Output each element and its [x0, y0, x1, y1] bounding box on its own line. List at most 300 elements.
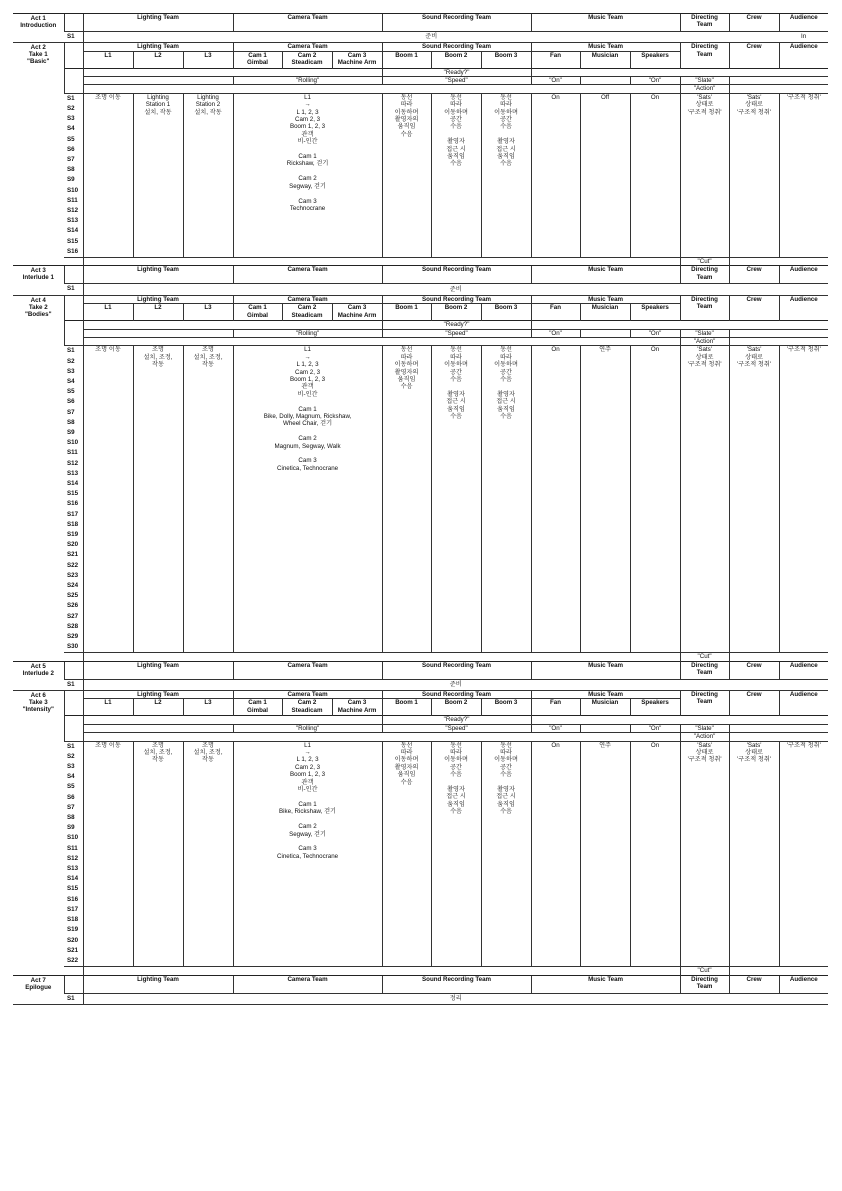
team-header-row	[13, 14, 828, 32]
blank	[531, 716, 828, 724]
directing-task: 'Sats' 상태로 '구조적 청취'	[680, 346, 729, 653]
scene-blank	[64, 691, 83, 699]
act-label: Act 3 Interlude 1	[13, 266, 64, 295]
scene-blank	[64, 266, 83, 284]
team-header-row	[13, 295, 828, 303]
scene-label: S11	[67, 196, 78, 204]
blank	[83, 85, 680, 93]
scene-label: S11	[67, 844, 78, 852]
scene-label: S1	[64, 679, 83, 690]
camera-team-header: Camera Team	[233, 691, 382, 699]
subheader-cam2: Cam 2 Steadicam	[282, 51, 332, 68]
lighting-team-header: Lighting Team	[83, 266, 233, 284]
directing-task: 'Sats' 상태로 '구조적 청취'	[680, 93, 729, 257]
rolling-cue: "Rolling"	[233, 329, 382, 337]
subheader-l1: L1	[83, 699, 133, 716]
scene-label: S6	[67, 398, 75, 406]
fan-state: On	[531, 346, 580, 653]
blank	[83, 337, 680, 345]
blank	[83, 77, 233, 85]
team-header-row	[13, 43, 828, 51]
scene-label: S17	[67, 905, 79, 913]
subheader-boom2: Boom 2	[431, 51, 481, 68]
blank	[729, 258, 828, 266]
scene-label: S6	[67, 145, 75, 153]
scene-label: S15	[67, 237, 79, 245]
scene-label: S14	[67, 227, 79, 235]
scene-blank	[64, 716, 83, 724]
speed-cue: "Speed"	[382, 329, 531, 337]
team-header-row	[13, 691, 828, 699]
cue-table	[13, 13, 828, 1005]
scene-label: S3	[67, 763, 75, 771]
act-blank	[13, 258, 64, 266]
scene-label: S1	[64, 284, 83, 295]
prep-cell: 정리	[83, 993, 828, 1004]
scene-blank	[64, 43, 83, 51]
audience-header: Audience	[779, 295, 828, 320]
prep-row	[13, 679, 828, 690]
blank	[729, 967, 828, 975]
cue-cut-row	[13, 967, 828, 975]
team-header-row	[13, 975, 828, 993]
act-label: Act 1 Introduction	[13, 14, 64, 43]
crew-task: 'Sats' 상태로 '구조적 청취'	[729, 93, 779, 257]
subheader-cam3: Cam 3 Machine Arm	[332, 699, 382, 716]
subheader-l2: L2	[133, 699, 183, 716]
blank	[729, 733, 828, 741]
subheader-boom1: Boom 1	[382, 51, 431, 68]
scene-label: S28	[67, 622, 79, 630]
scene-blank	[64, 14, 83, 32]
slate-cue: "Slate"	[680, 77, 729, 85]
l1-task: 조명 이동	[83, 346, 133, 653]
subheader-cam1: Cam 1 Gimbal	[233, 699, 282, 716]
scene-label: S13	[67, 865, 79, 873]
blank	[531, 68, 828, 76]
scene-label: S2	[67, 105, 75, 113]
lighting-team-header: Lighting Team	[83, 295, 233, 303]
cut-cue: "Cut"	[680, 967, 729, 975]
fan-on-cue: "On"	[531, 77, 580, 85]
prep-cell: 준비	[83, 679, 828, 690]
music-team-header: Music Team	[531, 975, 680, 993]
blank	[83, 733, 680, 741]
boom3-task: 동선 따라 이동하며 공간 수음 촬영자 접근 시 움직임 수음	[481, 741, 531, 966]
scene-blank	[64, 85, 83, 93]
boom2-task: 동선 따라 이동하며 공간 수음 촬영자 접근 시 움직임 수음	[431, 93, 481, 257]
action-cue: "Action"	[680, 733, 729, 741]
l1-task: 조명 이동	[83, 93, 133, 257]
scene-label: S9	[67, 824, 75, 832]
rolling-cue: "Rolling"	[233, 724, 382, 732]
scene-label: S8	[67, 418, 75, 426]
subheader-fan: Fan	[531, 51, 580, 68]
scene-label: S19	[67, 926, 79, 934]
camera-team-header: Camera Team	[233, 295, 382, 303]
scene-label: S9	[67, 428, 75, 436]
directing-team-header: Directing Team	[680, 295, 729, 320]
scene-label: S12	[67, 459, 79, 467]
subheader-l1: L1	[83, 51, 133, 68]
scene-blank	[64, 661, 83, 679]
scene-label: S21	[67, 551, 79, 559]
audience-header: Audience	[779, 975, 828, 993]
l3-task: 조명 설치, 조정, 작동	[183, 741, 233, 966]
sound-team-header: Sound Recording Team	[382, 266, 531, 284]
cue-ready-row	[13, 68, 828, 76]
speakers-state: On	[630, 346, 680, 653]
cue-ready-row	[13, 321, 828, 329]
act-label: Act 7 Epilogue	[13, 975, 64, 1004]
speakers-state: On	[630, 741, 680, 966]
blank	[729, 329, 828, 337]
cue-rolling-row	[13, 329, 828, 337]
crew-header: Crew	[729, 975, 779, 993]
boom1-task: 동선 따라 이동하며 촬영자의 움직임 수음	[382, 93, 431, 257]
scene-label: S5	[67, 783, 75, 791]
prep-cell: 준비	[83, 32, 779, 43]
scene-label: S12	[67, 207, 79, 215]
subheader-musician: Musician	[580, 304, 630, 321]
scene-label: S9	[67, 176, 75, 184]
camera-task: L1 → L 1, 2, 3 Cam 2, 3 Boom 1, 2, 3 관객 비-인간 Cam 1 Rickshaw, 걷기 Cam 2 Segway, 걷기 Cam 3 Technocrane	[233, 93, 382, 257]
act-label: Act 5 Interlude 2	[13, 661, 64, 690]
scene-label: S16	[67, 247, 79, 255]
sound-team-header: Sound Recording Team	[382, 43, 531, 51]
directing-team-header: Directing Team	[680, 43, 729, 68]
team-header-row	[13, 661, 828, 679]
audience-header: Audience	[779, 43, 828, 68]
crew-header: Crew	[729, 266, 779, 284]
scene-label: S23	[67, 571, 79, 579]
blank	[83, 321, 382, 329]
l2-task: 조명 설치, 조정, 작동	[133, 346, 183, 653]
boom2-task: 동선 따라 이동하며 공간 수음 촬영자 접근 시 움직임 수음	[431, 346, 481, 653]
audience-header: Audience	[779, 266, 828, 284]
subheader-fan: Fan	[531, 699, 580, 716]
speakers-on-cue: "On"	[630, 77, 680, 85]
scene-label: S7	[67, 408, 75, 416]
scene-blank	[64, 699, 83, 716]
scene-row	[13, 741, 828, 752]
sound-team-header: Sound Recording Team	[382, 691, 531, 699]
speakers-state: On	[630, 93, 680, 257]
scene-blank	[64, 975, 83, 993]
audience-task: '구조적 청취'	[779, 346, 828, 653]
scene-label: S14	[67, 479, 79, 487]
speed-cue: "Speed"	[382, 724, 531, 732]
scene-blank	[64, 77, 83, 85]
prep-row	[13, 993, 828, 1004]
scene-label: S29	[67, 633, 79, 640]
crew-header: Crew	[729, 661, 779, 679]
subheader-boom3: Boom 3	[481, 51, 531, 68]
scene-label: S7	[67, 803, 75, 811]
blank	[729, 724, 828, 732]
scene-label: S20	[67, 936, 79, 944]
ready-cue: "Ready?"	[382, 716, 531, 724]
scene-label: S4	[67, 773, 75, 781]
scene-label: S20	[67, 541, 79, 549]
scene-label: S10	[67, 186, 79, 194]
scene-blank	[64, 321, 83, 329]
act-label: Act 6 Take 3 "Intensity"	[13, 691, 64, 967]
scene-label: S16	[67, 895, 79, 903]
scene-row	[13, 93, 828, 104]
scene-blank	[64, 724, 83, 732]
prep-cell: 준비	[83, 284, 828, 295]
scene-label: S5	[67, 135, 75, 143]
subheader-cam1: Cam 1 Gimbal	[233, 51, 282, 68]
music-team-header: Music Team	[531, 43, 680, 51]
lighting-team-header: Lighting Team	[83, 691, 233, 699]
camera-team-header: Camera Team	[233, 14, 382, 32]
camera-task: L1 → L 1, 2, 3 Cam 2, 3 Boom 1, 2, 3 관객 비-인간 Cam 1 Bike, Rickshaw, 걷기 Cam 2 Segway, 걷기 Cam 3 Cinetica, Technocrane	[233, 741, 382, 966]
scene-label: S24	[67, 581, 79, 589]
scene-label: S16	[67, 500, 79, 508]
lighting-team-header: Lighting Team	[83, 661, 233, 679]
subheader-boom3: Boom 3	[481, 304, 531, 321]
scene-label: S19	[67, 530, 79, 538]
scene-label: S1	[64, 993, 83, 1004]
camera-task: L1 → L 1, 2, 3 Cam 2, 3 Boom 1, 2, 3 관객 비-인간 Cam 1 Bike, Dolly, Magnum, Rickshaw, Wheel Chair, 걷기 Cam 2 Magnum, Segway, Walk Cam 3 Cinetica, Technocrane	[233, 346, 382, 653]
boom1-task: 동선 따라 이동하며 촬영자의 움직임 수음	[382, 741, 431, 966]
boom2-task: 동선 따라 이동하며 공간 수음 촬영자 접근 시 움직임 수음	[431, 741, 481, 966]
scene-label: S14	[67, 875, 79, 883]
scene-label: S10	[67, 439, 79, 447]
music-team-header: Music Team	[531, 661, 680, 679]
scene-label: S1	[64, 32, 83, 43]
scene-label: S1	[64, 346, 83, 357]
subheader-boom1: Boom 1	[382, 699, 431, 716]
scene-label: S30	[67, 643, 79, 651]
blank	[83, 68, 382, 76]
blank	[83, 258, 680, 266]
scene-label: S18	[67, 916, 79, 924]
subheader-musician: Musician	[580, 699, 630, 716]
scene-label: S4	[67, 377, 75, 385]
subheader-cam2: Cam 2 Steadicam	[282, 699, 332, 716]
action-cue: "Action"	[680, 85, 729, 93]
blank	[83, 716, 382, 724]
audience-header: Audience	[779, 691, 828, 716]
scene-label: S17	[67, 510, 79, 518]
team-header-row	[13, 266, 828, 284]
l1-task: 조명 이동	[83, 741, 133, 966]
cut-cue: "Cut"	[680, 653, 729, 661]
scene-label: S22	[67, 956, 79, 964]
crew-header: Crew	[729, 43, 779, 68]
scene-label: S13	[67, 217, 79, 225]
scene-row	[13, 346, 828, 357]
musician-state: Off	[580, 93, 630, 257]
blank	[83, 653, 680, 661]
blank	[580, 77, 630, 85]
blank	[83, 724, 233, 732]
scene-blank	[64, 733, 83, 741]
scene-blank	[64, 304, 83, 321]
fan-on-cue: "On"	[531, 329, 580, 337]
scene-label: S21	[67, 946, 79, 954]
act-label: Act 2 Take 1 "Basic"	[13, 43, 64, 258]
scene-label: S13	[67, 469, 79, 477]
scene-label: S12	[67, 854, 79, 862]
camera-team-header: Camera Team	[233, 661, 382, 679]
scene-label: S4	[67, 125, 75, 133]
subheader-l3: L3	[183, 699, 233, 716]
scene-label: S27	[67, 612, 79, 620]
crew-header: Crew	[729, 14, 779, 32]
subheader-boom2: Boom 2	[431, 304, 481, 321]
directing-team-header: Directing Team	[680, 691, 729, 716]
boom3-task: 동선 따라 이동하며 공간 수음 촬영자 접근 시 움직임 수음	[481, 93, 531, 257]
ready-cue: "Ready?"	[382, 68, 531, 76]
slate-cue: "Slate"	[680, 724, 729, 732]
sound-team-header: Sound Recording Team	[382, 975, 531, 993]
camera-team-header: Camera Team	[233, 975, 382, 993]
scene-blank	[64, 337, 83, 345]
scene-label: S1	[64, 93, 83, 104]
scene-blank	[64, 967, 83, 975]
ready-cue: "Ready?"	[382, 321, 531, 329]
audience-in: In	[779, 32, 828, 43]
scene-label: S15	[67, 490, 79, 498]
cue-rolling-row	[13, 724, 828, 732]
subheader-l2: L2	[133, 51, 183, 68]
directing-task: 'Sats' 상태로 '구조적 청취'	[680, 741, 729, 966]
camera-team-header: Camera Team	[233, 43, 382, 51]
lighting-team-header: Lighting Team	[83, 975, 233, 993]
crew-task: 'Sats' 상태로 '구조적 청취'	[729, 346, 779, 653]
sound-team-header: Sound Recording Team	[382, 14, 531, 32]
act-blank	[13, 653, 64, 661]
act-blank	[13, 967, 64, 975]
l2-task: 조명 설치, 조정, 작동	[133, 741, 183, 966]
directing-team-header: Directing Team	[680, 975, 729, 993]
l3-task: 조명 설치, 조정, 작동	[183, 346, 233, 653]
scene-label: S2	[67, 357, 75, 365]
subheader-cam1: Cam 1 Gimbal	[233, 304, 282, 321]
cue-ready-row	[13, 716, 828, 724]
scene-label: S3	[67, 115, 75, 123]
music-team-header: Music Team	[531, 691, 680, 699]
subheader-cam2: Cam 2 Steadicam	[282, 304, 332, 321]
subheader-musician: Musician	[580, 51, 630, 68]
music-team-header: Music Team	[531, 295, 680, 303]
l2-task: Lighting Station 1 설치, 작동	[133, 93, 183, 257]
blank	[580, 329, 630, 337]
subheader-boom2: Boom 2	[431, 699, 481, 716]
audience-header: Audience	[779, 661, 828, 679]
fan-state: On	[531, 741, 580, 966]
scene-blank	[64, 295, 83, 303]
crew-task: 'Sats' 상태로 '구조적 청취'	[729, 741, 779, 966]
blank	[729, 337, 828, 345]
subheader-fan: Fan	[531, 304, 580, 321]
scene-label: S2	[67, 752, 75, 760]
scene-label: S25	[67, 592, 79, 600]
audience-task: '구조적 청취'	[779, 93, 828, 257]
prep-row	[13, 32, 828, 43]
rolling-cue: "Rolling"	[233, 77, 382, 85]
audience-task: '구조적 청취'	[779, 741, 828, 966]
boom3-task: 동선 따라 이동하며 공간 수음 촬영자 접근 시 움직임 수음	[481, 346, 531, 653]
scene-blank	[64, 653, 83, 661]
cue-cut-row	[13, 258, 828, 266]
scene-blank	[64, 68, 83, 76]
blank	[83, 967, 680, 975]
blank	[729, 77, 828, 85]
cut-cue: "Cut"	[680, 258, 729, 266]
scene-label: S5	[67, 388, 75, 396]
musician-state: 연주	[580, 741, 630, 966]
scene-label: S7	[67, 156, 75, 164]
subheader-l2: L2	[133, 304, 183, 321]
subheader-cam3: Cam 3 Machine Arm	[332, 51, 382, 68]
subheader-speakers: Speakers	[630, 699, 680, 716]
cue-action-row	[13, 85, 828, 93]
scene-blank	[64, 51, 83, 68]
audience-header: Audience	[779, 14, 828, 32]
production-cue-sheet	[13, 13, 828, 1005]
subheader-speakers: Speakers	[630, 304, 680, 321]
subheader-boom3: Boom 3	[481, 699, 531, 716]
subheader-l1: L1	[83, 304, 133, 321]
crew-header: Crew	[729, 295, 779, 320]
lighting-team-header: Lighting Team	[83, 14, 233, 32]
subheader-l3: L3	[183, 51, 233, 68]
speakers-on-cue: "On"	[630, 724, 680, 732]
music-team-header: Music Team	[531, 14, 680, 32]
cue-rolling-row	[13, 77, 828, 85]
blank	[729, 653, 828, 661]
sound-team-header: Sound Recording Team	[382, 295, 531, 303]
scene-label: S22	[67, 561, 79, 569]
scene-label: S6	[67, 793, 75, 801]
scene-blank	[64, 329, 83, 337]
music-team-header: Music Team	[531, 266, 680, 284]
subheader-boom1: Boom 1	[382, 304, 431, 321]
scene-label: S8	[67, 166, 75, 174]
directing-team-header: Directing Team	[680, 661, 729, 679]
musician-state: 연주	[580, 346, 630, 653]
cue-action-row	[13, 337, 828, 345]
subheader-speakers: Speakers	[630, 51, 680, 68]
sound-team-header: Sound Recording Team	[382, 661, 531, 679]
scene-label: S10	[67, 834, 79, 842]
subheader-l3: L3	[183, 304, 233, 321]
slate-cue: "Slate"	[680, 329, 729, 337]
scene-label: S3	[67, 367, 75, 375]
scene-label: S11	[67, 449, 78, 457]
lighting-team-header: Lighting Team	[83, 43, 233, 51]
cue-cut-row	[13, 653, 828, 661]
scene-label: S18	[67, 520, 79, 528]
fan-state: On	[531, 93, 580, 257]
cue-action-row	[13, 733, 828, 741]
subheader-cam3: Cam 3 Machine Arm	[332, 304, 382, 321]
scene-label: S1	[64, 741, 83, 752]
directing-team-header: Directing Team	[680, 14, 729, 32]
l3-task: Lighting Station 2 설치, 작동	[183, 93, 233, 257]
blank	[729, 85, 828, 93]
boom1-task: 동선 따라 이동하며 촬영자의 움직임 수음	[382, 346, 431, 653]
speakers-on-cue: "On"	[630, 329, 680, 337]
blank	[580, 724, 630, 732]
speed-cue: "Speed"	[382, 77, 531, 85]
crew-header: Crew	[729, 691, 779, 716]
